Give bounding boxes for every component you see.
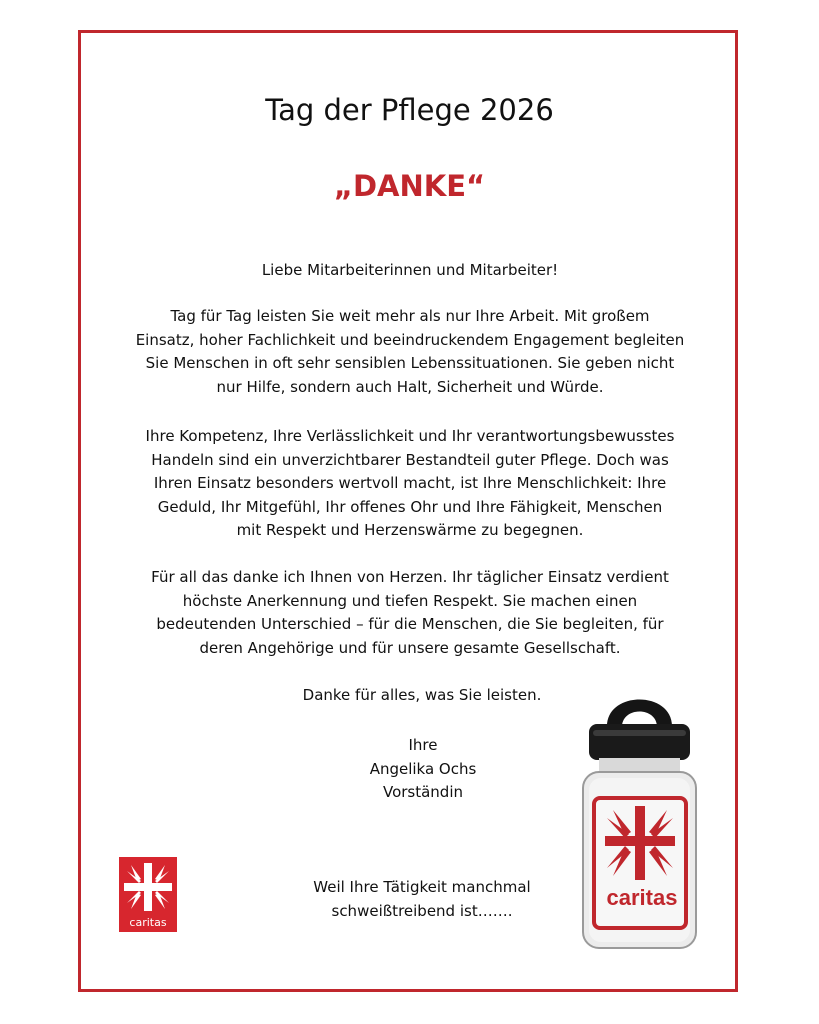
text-line: nur Hilfe, sondern auch Halt, Sicherheit und Würde. [216,377,604,396]
caritas-flame-cross-icon [119,857,177,917]
paragraph-1 [110,305,710,399]
text-line: Ihren Einsatz besonders wertvoll macht, ist Ihre Menschlichkeit: Ihre [153,474,667,492]
paragraph-3 [110,566,710,660]
text-line: Für all das danke ich Ihnen von Herzen. Ihr täglicher Einsatz verdient [151,568,669,586]
text-line: Sie Menschen in oft sehr sensiblen Lebenssituationen. Sie geben nicht [145,354,675,372]
signature-salutation: Ihre [408,736,438,754]
logo-text: caritas [129,916,167,929]
salt-jar-image [577,680,702,952]
caritas-logo [119,857,177,932]
closing-line: Danke für alles, was Sie leisten. [302,686,542,704]
text-line: Ihre Kompetenz, Ihre Verlässlichkeit und Ihr verantwortungsbewusstes [145,427,675,445]
text-line: Handeln sind ein unverzichtbarer Bestandteil guter Pflege. Doch was [151,450,669,469]
paragraph-2 [110,425,710,543]
signature-block [323,734,523,805]
footer-line: Weil Ihre Tätigkeit manchmal [313,878,531,896]
text-line: höchste Anerkennung und tiefen Respekt. Sie machen einen [182,591,638,610]
headline-danke: „DANKE“ [333,169,486,203]
text-line: deren Angehörige und für unsere gesamte Gesellschaft. [199,638,621,657]
jar-label-text: caritas [606,885,678,910]
text-line: bedeutenden Unterschied – für die Menschen, die Sie begleiten, für [156,615,664,633]
signature-name: Angelika Ochs [369,759,477,778]
text-line: Einsatz, hoher Fachlichkeit und beeindruckendem Engagement begleiten [135,330,685,349]
footer-line: schweißtreibend ist……. [331,901,513,920]
footer-note [262,876,582,923]
signature-role: Vorständin [382,783,464,801]
text-line: mit Respekt und Herzenswärme zu begegnen. [236,521,584,539]
text-line: Tag für Tag leisten Sie weit mehr als nur Ihre Arbeit. Mit großem [170,307,650,325]
greeting: Liebe Mitarbeiterinnen und Mitarbeiter! [261,261,559,279]
page-title: Tag der Pflege 2026 [265,93,554,127]
text-line: Geduld, Ihr Mitgefühl, Ihr offenes Ohr und Ihre Fähigkeit, Menschen [157,497,663,516]
